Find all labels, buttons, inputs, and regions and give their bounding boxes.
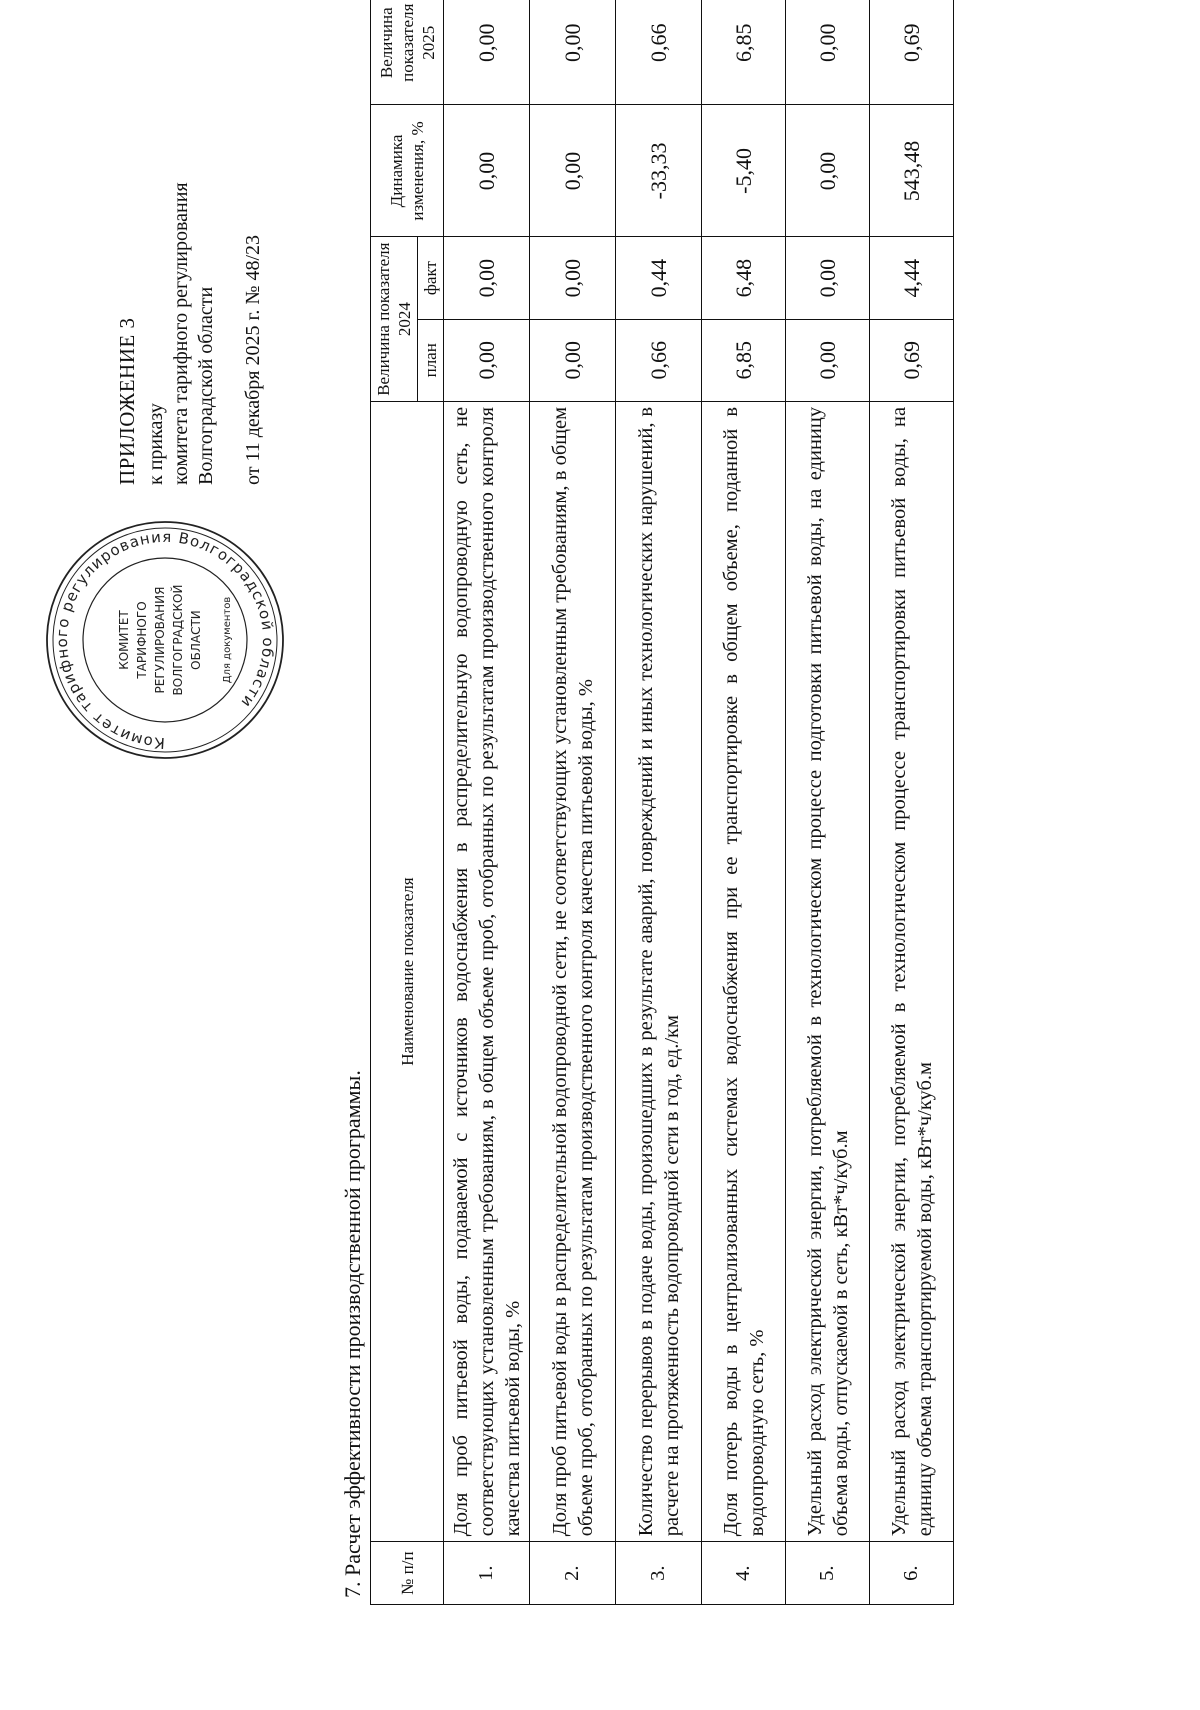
row-num: 1. (444, 1542, 530, 1605)
document-header (115, 45, 266, 485)
row-num: 3. (616, 1542, 702, 1605)
row-plan: 0,00 (444, 319, 530, 401)
stamp-inner-line: ТАРИФНОГО (135, 601, 149, 679)
row-name: Доля потерь воды в централизованных системах водоснабжения при ее транспортировке в общем объеме, поданной в водопроводную сеть, % (702, 401, 786, 1541)
header-fact: факт (418, 237, 444, 319)
row-fact: 0,00 (530, 237, 616, 319)
header-value-2025: Величина показателя 2025 (371, 0, 444, 105)
row-fact: 6,48 (702, 237, 786, 319)
row-plan: 6,85 (702, 319, 786, 401)
row-value-2025: 0,00 (444, 0, 530, 105)
row-value-2025: 0,00 (786, 0, 870, 105)
row-fact: 0,44 (616, 237, 702, 319)
table-row (616, 0, 702, 1605)
stamp-bottom-text: Для документов (222, 596, 233, 684)
table-row (786, 0, 870, 1605)
order-line: к приказу (145, 403, 167, 485)
row-plan: 0,00 (786, 319, 870, 401)
row-value-2025: 6,85 (702, 0, 786, 105)
header-dynamics: Динамика изменения, % (371, 105, 444, 237)
row-num: 2. (530, 1542, 616, 1605)
appendix-title: ПРИЛОЖЕНИЕ 3 (115, 317, 139, 485)
row-name: Доля проб питьевой воды в распределительной водопроводной сети, не соответствующих установленным требованиям, в общем объеме проб, отобранных по результатам производственного контроля качества питьевой воды, % (530, 401, 616, 1541)
efficiency-table (370, 0, 954, 1605)
table-row (444, 0, 530, 1605)
row-num: 6. (870, 1542, 954, 1605)
row-plan: 0,66 (616, 319, 702, 401)
row-dynamics: 0,00 (786, 105, 870, 237)
committee-line: комитета тарифного регулирования (170, 182, 192, 485)
header-name: Наименование показателя (371, 401, 444, 1541)
stamp-ring-text: Комитет тарифного регулирования Волгоградской области (52, 527, 278, 753)
region-line: Волгоградской области (195, 286, 217, 485)
stamp-inner-line: РЕГУЛИРОВАНИЯ (153, 586, 167, 694)
header-value-2024: Величина показателя 2024 (371, 237, 418, 401)
row-plan: 0,00 (530, 319, 616, 401)
table-row (530, 0, 616, 1605)
row-dynamics: -33,33 (616, 105, 702, 237)
stamp-inner-line: КОМИТЕТ (117, 610, 131, 670)
row-dynamics: 0,00 (444, 105, 530, 237)
row-fact: 0,00 (786, 237, 870, 319)
row-name: Удельный расход электрической энергии, потребляемой в технологическом процессе подготовки питьевой воды, на единицу объема воды, отпускаемой в сеть, кВт*ч/куб.м (786, 401, 870, 1541)
row-dynamics: 543,48 (870, 105, 954, 237)
row-num: 4. (702, 1542, 786, 1605)
row-fact: 0,00 (444, 237, 530, 319)
header-plan: план (418, 319, 444, 401)
row-num: 5. (786, 1542, 870, 1605)
row-name: Доля проб питьевой воды, подаваемой с источников водоснабжения в распределительную водопроводную сеть, не соответствующих установленным требованиям, в общем объеме проб, отобранных по результатам производственного контроля качества питьевой воды, % (444, 401, 530, 1541)
section-title: 7. Расчет эффективности производственной программы. (340, 1070, 365, 1598)
table-row (870, 0, 954, 1605)
order-date: от 11 декабря 2025 г. № 48/23 (242, 234, 264, 485)
row-name: Количество перерывов в подаче воды, произошедших в результате аварий, повреждений и иных технологических нарушений, в расчете на протяженность водопроводной сети в год, ед./км (616, 401, 702, 1541)
stamp-inner-line: ВОЛГОГРАДСКОЙ (171, 584, 185, 696)
stamp-inner-line: ОБЛАСТИ (189, 610, 203, 670)
table-row (702, 0, 786, 1605)
row-plan: 0,69 (870, 319, 954, 401)
official-stamp (40, 515, 290, 765)
row-value-2025: 0,66 (616, 0, 702, 105)
row-dynamics: 0,00 (530, 105, 616, 237)
row-fact: 4,44 (870, 237, 954, 319)
row-value-2025: 0,69 (870, 0, 954, 105)
row-dynamics: -5,40 (702, 105, 786, 237)
header-num: № п/п (371, 1542, 444, 1605)
row-name: Удельный расход электрической энергии, потребляемой в технологическом процессе транспортировки питьевой воды, на единицу объема транспортируемой воды, кВт*ч/куб.м (870, 401, 954, 1541)
row-value-2025: 0,00 (530, 0, 616, 105)
